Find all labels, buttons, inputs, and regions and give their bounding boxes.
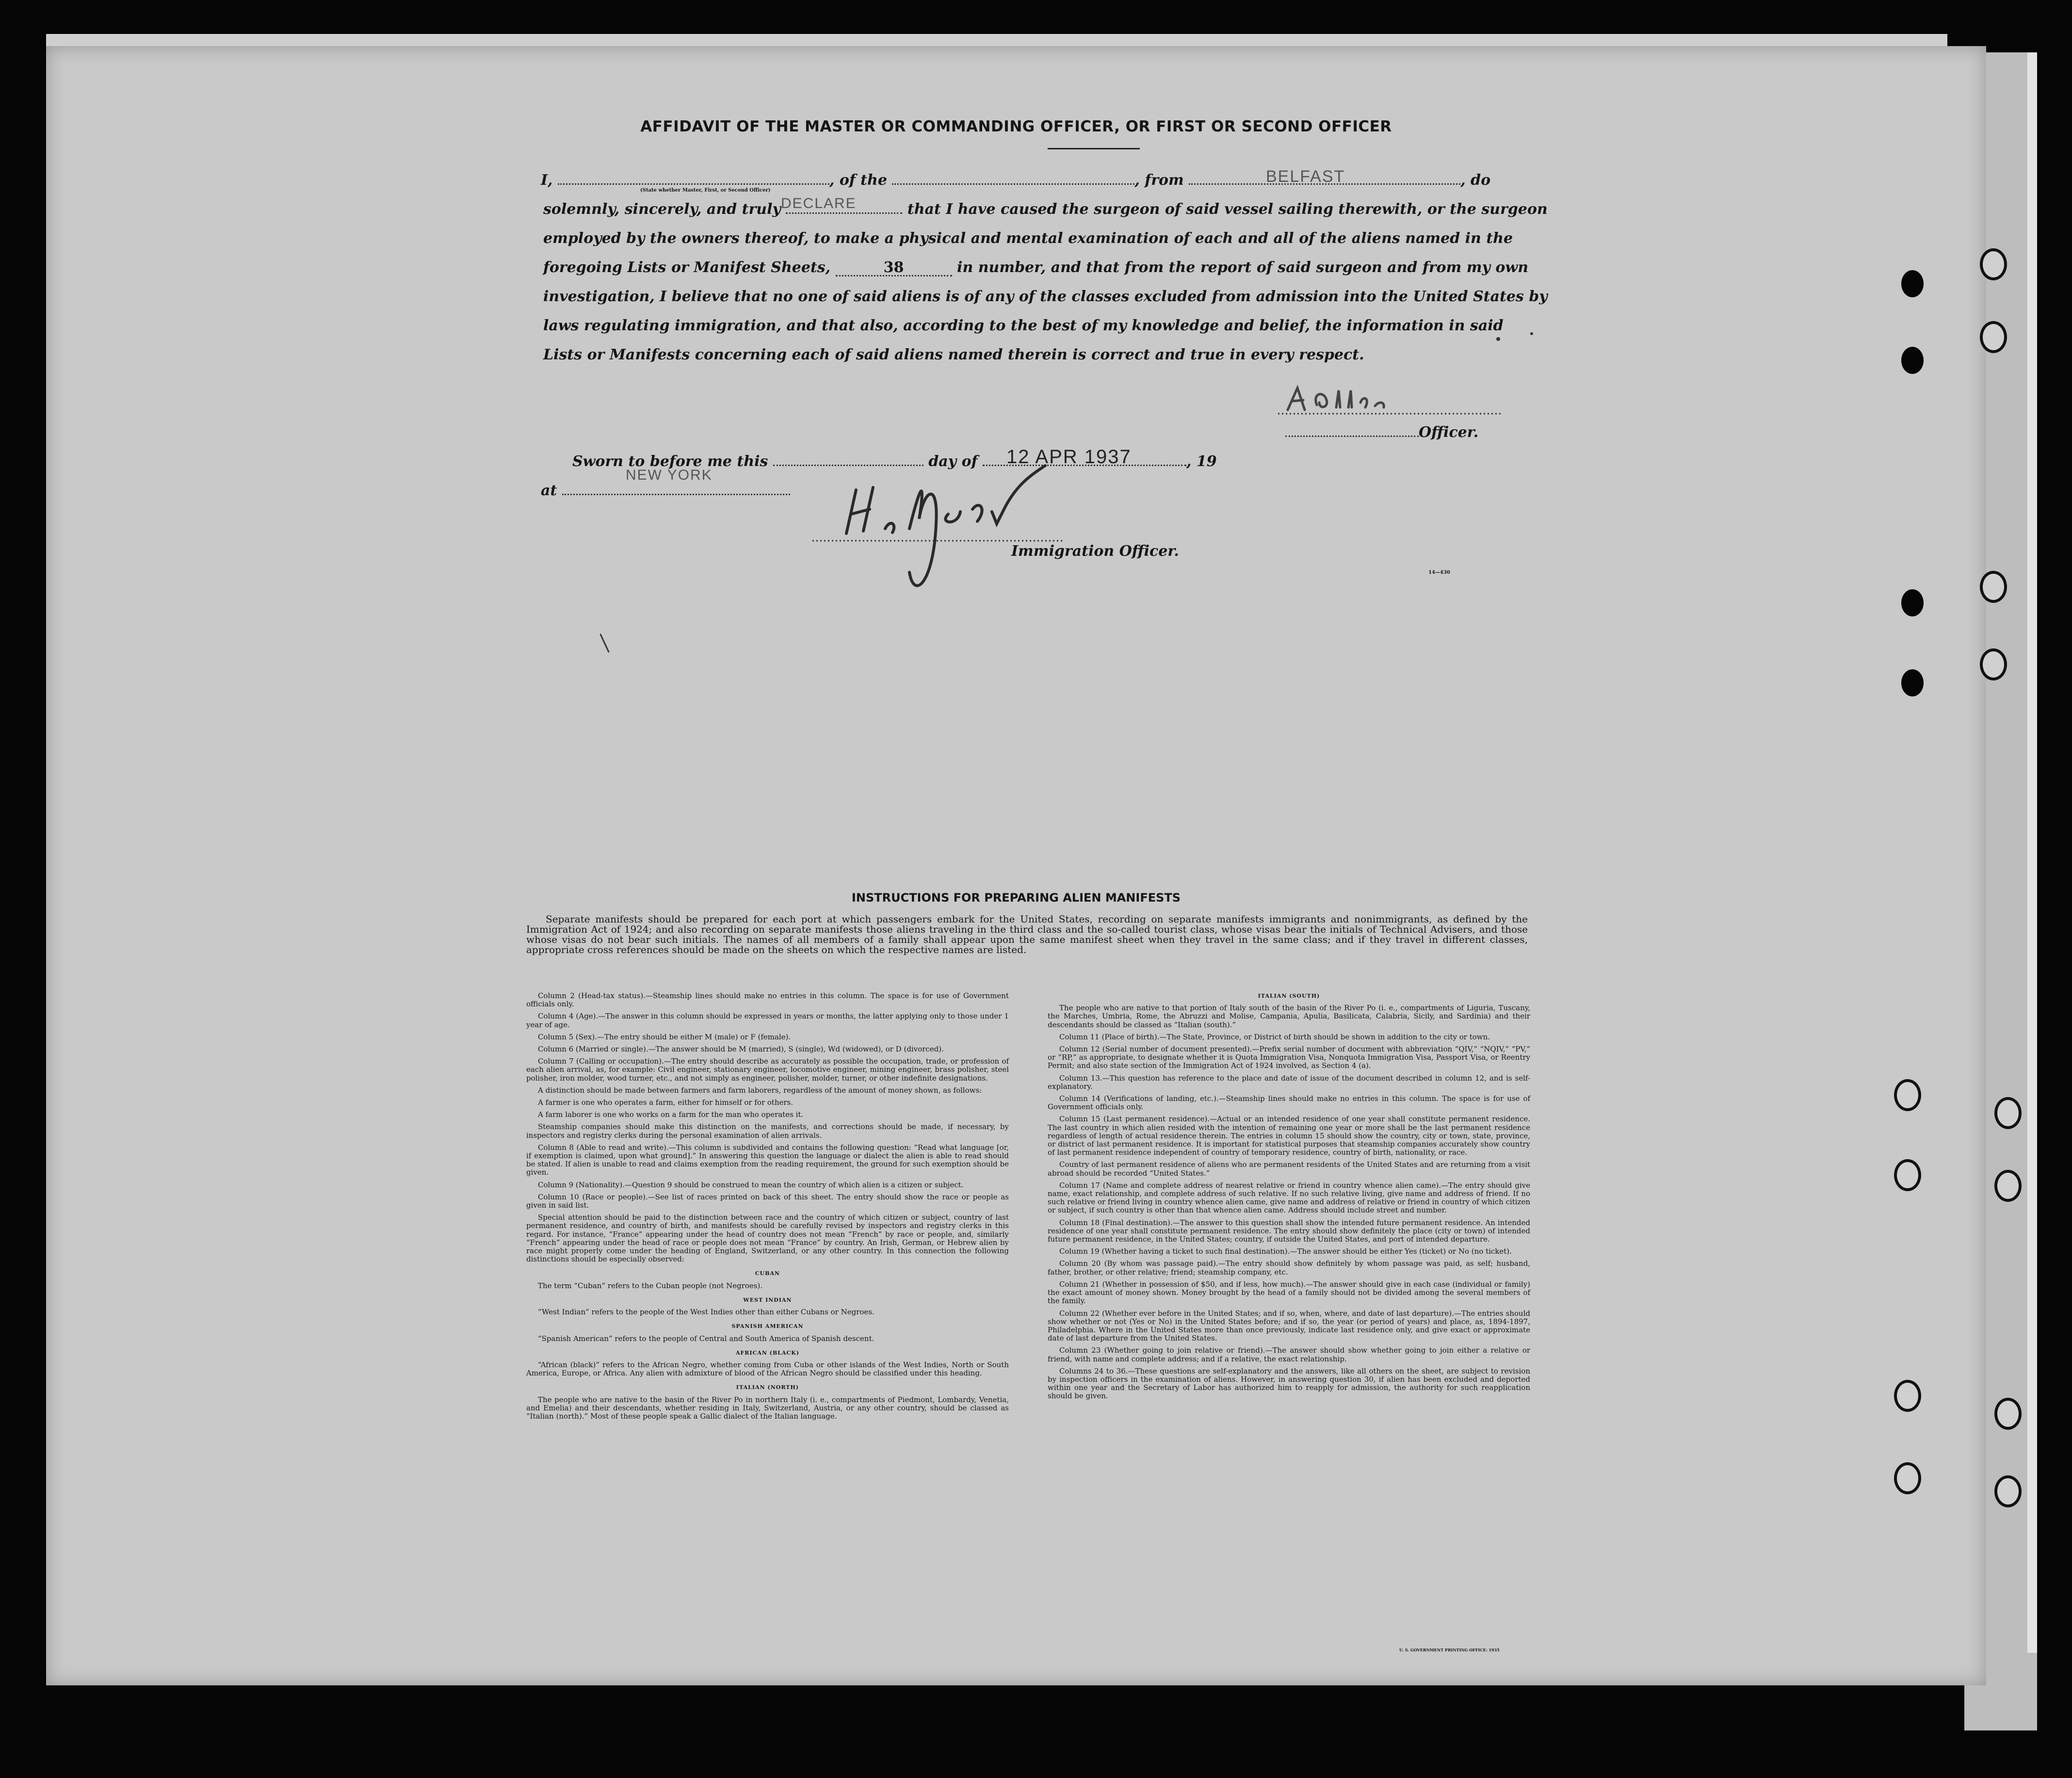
binder-hole xyxy=(1994,1170,2022,1202)
column-8-note: Column 8 (Able to read and write).—This column is subdivided and contains the following question: “Read what language [or, if exemption is claimed, upon what ground].” In answering this question the language or dialect the alien is able to read should be stated. If alien is unable to read and claims exemption from the reading requirement, the ground for such exemption should be given. xyxy=(526,1143,1009,1177)
instructions-right-column xyxy=(1048,992,1530,1405)
affidavit-line-3: employed by the owners thereof, to make a physical and mental examination of each and all of the aliens named in the xyxy=(543,230,1513,247)
affidavit-title: AFFIDAVIT OF THE MASTER OR COMMANDING OFFICER, OR FIRST OR SECOND OFFICER xyxy=(640,118,1392,135)
officer-line: Officer. xyxy=(1285,425,1478,440)
heading-italian-north: ITALIAN (NORTH) xyxy=(736,1384,799,1391)
back-sheet-right-edge xyxy=(2027,52,2037,1653)
binder-hole xyxy=(1894,1079,1921,1111)
binder-hole xyxy=(1901,270,1924,297)
officer-rank-blank xyxy=(558,183,829,185)
form-number: 14—430 xyxy=(1428,570,1450,575)
column-19-note: Column 19 (Whether having a ticket to such final destination).—The answer should be either Yes (ticket) or No (no ticket). xyxy=(1059,1247,1512,1256)
affidavit-line-7: Lists or Manifests concerning each of said aliens named therein is correct and true in every respect. xyxy=(543,346,1364,363)
african-note: “African (black)” refers to the African Negro, whether coming from Cuba or other islands of the West Indies, North or South America, Europe, or Africa. Any alien with admixture of blood of the African Negro should be classified under this heading. xyxy=(526,1360,1009,1378)
sworn-line: Sworn to before me this day of , 19 xyxy=(572,453,1217,470)
binder-hole xyxy=(1894,1159,1921,1191)
affidavit-line-6: laws regulating immigration, and that also, according to the best of my knowledge and belief, the information in said xyxy=(543,317,1504,334)
instructions-left-column xyxy=(526,992,1009,1424)
binder-hole xyxy=(1894,1380,1921,1412)
farm-laborer-definition: A farm laborer is one who works on a farm for the man who operates it. xyxy=(538,1110,804,1119)
heading-spanish-american: SPANISH AMERICAN xyxy=(731,1323,804,1330)
sheets-count: 38 xyxy=(836,260,952,276)
vessel-name-blank xyxy=(892,183,1134,185)
binder-hole xyxy=(1980,571,2007,603)
column-13-note: Column 13.—This question has reference to the place and date of issue of the document described in column 12, and is self-explanatory. xyxy=(1048,1073,1530,1091)
binder-hole xyxy=(1994,1398,2022,1430)
affidavit-line-5: investigation, I believe that no one of said aliens is of any of the classes excluded from admission into the United States by xyxy=(543,288,1548,305)
heading-cuban: CUBAN xyxy=(755,1270,780,1277)
binder-hole xyxy=(1901,669,1924,696)
column-20-note: Column 20 (By whom was passage paid).—The entry should show definitely by whom passage was paid, as self; husband, father, brother, or other relative; friend; steamship company, etc. xyxy=(1048,1259,1530,1277)
cuban-note: The term “Cuban” refers to the Cuban people (not Negroes). xyxy=(538,1281,763,1290)
column-17-note: Column 17 (Name and complete address of nearest relative or friend in country whence alien came).—The entry should give name, exact relationship, and complete address of such relative. If no such relative living, give name and address of friend. If no such relative or friend living in country whence alien came, give name and address of relative or friend in country of which citizen or subject, if such country is other than that whence alien came. Address should include street and number. xyxy=(1048,1180,1530,1215)
column-14-note: Column 14 (Verifications of landing, etc.).—Steamship lines should make no entries in this column. The space is for use of Government officials only. xyxy=(1048,1094,1530,1112)
binder-hole xyxy=(1980,248,2007,280)
binder-hole xyxy=(1901,589,1924,616)
west-indian-note: “West Indian” refers to the people of the West Indies other than either Cubans or Negroes. xyxy=(538,1308,874,1317)
printer-imprint: U. S. GOVERNMENT PRINTING OFFICE: 1935 xyxy=(1399,1648,1500,1652)
place-stamp: NEW YORK xyxy=(626,467,712,483)
speck xyxy=(1496,337,1500,341)
column-5-note: Column 5 (Sex).—The entry should be either M (male) or F (female). xyxy=(538,1032,791,1041)
immigration-officer-signature xyxy=(812,461,1162,611)
speck xyxy=(599,633,609,652)
steamship-note: Steamship companies should make this distinction on the manifests, and corrections should be made, if necessary, by inspectors and registry clerks during the personal examination of alien arrivals. xyxy=(526,1122,1009,1140)
affidavit-line-2: solemnly, sincerely, and truly that I have caused the surgeon of said vessel sailing therewith, or the surgeon xyxy=(543,201,1548,218)
affidavit-line-4: foregoing Lists or Manifest Sheets, 38 in number, and that from the report of said surgeon and from my own xyxy=(543,259,1529,276)
binder-hole xyxy=(1901,347,1924,374)
heading-west-indian: WEST INDIAN xyxy=(743,1296,792,1303)
column-6-note: Column 6 (Married or single).—The answer should be M (married), S (single), Wd (widowed), or D (divorced). xyxy=(538,1045,944,1054)
heading-african: AFRICAN (BLACK) xyxy=(735,1349,800,1356)
affidavit-line-1: I, , of the , from , do xyxy=(541,172,1491,189)
heading-italian-south: ITALIAN (SOUTH) xyxy=(1258,993,1320,999)
date-stamp: 12 APR 1937 xyxy=(1006,446,1132,468)
binder-hole xyxy=(1980,321,2007,353)
column-23-note: Column 23 (Whether going to join relative or friend).—The answer should show whether going to join either a relative or friend, with name and complete address; and if a relative, the exact relationship. xyxy=(1048,1346,1530,1363)
from-port-stamp: BELFAST xyxy=(1266,167,1345,186)
column-18-note: Column 18 (Final destination).—The answer to this question shall show the intended future permanent residence. An intended residence of one year shall constitute permanent residence. The entry should show definitely the place (city or town) of intended future permanent residence, in the United States; country, if outside the United States, and port of intended departure. xyxy=(1048,1218,1530,1244)
instructions-title: INSTRUCTIONS FOR PREPARING ALIEN MANIFESTS xyxy=(851,891,1181,905)
column-2-note: Column 2 (Head-tax status).—Steamship lines should make no entries in this column. The space is for use of Government officials only. xyxy=(526,991,1009,1009)
farmer-distinction: A distinction should be made between farmers and farm laborers, regardless of the amount of money shown, as follows: xyxy=(538,1085,982,1095)
officer-caption: (State whether Master, First, or Second Officer) xyxy=(640,188,771,193)
binder-hole xyxy=(1994,1475,2022,1507)
binder-hole xyxy=(1894,1462,1921,1494)
column-7-note: Column 7 (Calling or occupation).—The entry should describe as accurately as possible the occupation, trade, or profession of each alien arrival, as, for example: Civil engineer, stationary engineer, locomotive engineer, mining engineer, brass polisher, steel polisher, iron molder, wood turner, etc., and not simply as engineer, polisher, molder, turner, or other indefinite designations. xyxy=(526,1057,1009,1083)
column-21-note: Column 21 (Whether in possession of $50, and if less, how much).—The answer should give in each case (individual or family) the exact amount of money shown. Money brought by the head of a family should not be divided among the several members of the family. xyxy=(1048,1279,1530,1306)
column-9-note: Column 9 (Nationality).—Question 9 should be construed to mean the country of which alien is a citizen or subject. xyxy=(538,1180,964,1189)
column-4-note: Column 4 (Age).—The answer in this column should be expressed in years or months, the latter applying only to those under 1 year of age. xyxy=(526,1012,1009,1029)
special-attention-note: Special attention should be paid to the distinction between race and the country of which citizen or subject, country of last permanent residence, and country of birth, and manifests should be carefully revised by inspectors and registry clerks in this regard. For instance, “France” appearing under the head of country does not mean “French” by race or people, and, similarly “French” appearing under the head of race or people does not mean “France” by country. An Irish, German, or Hebrew alien by race might properly come under the heading of England, Switzerland, or any other country. In this connection the following distinctions should be especially observed: xyxy=(526,1213,1009,1264)
title-rule xyxy=(1048,148,1140,149)
instructions-intro: Separate manifests should be prepared for each port at which passengers embark for the United States, recording on separate manifests immigrants and nonimmigrants, as defined by the Immigration Act of 1924; and also recording on separate manifests those aliens traveling in the third class and the so-called tourist class, whose visas bear the initials of Technical Advisers, and those whose visas do not bear such initials. The names of all members of a family shall appear upon the same manifest sheet when they travel in the same class; and if they travel in different classes, appropriate cross references should be made on the sheets on which the respective names are listed. xyxy=(526,913,1528,955)
column-11-note: Column 11 (Place of birth).—The State, Province, or District of birth should be shown in addition to the city or town. xyxy=(1059,1032,1490,1041)
column-12-note: Column 12 (Serial number of document presented).—Prefix serial number of document with abbreviation “QIV,” “NQIV,” “PV,” or “RP,” as appropriate, to designate whether it is Quota Immigration Visa, Nonquota Immigration Visa, Passport Visa, or Reentry Permit; and also state section of the Immigration Act of 1924 involved, as Section 4 (a). xyxy=(1048,1045,1530,1070)
column-10-note: Column 10 (Race or people).—See list of races printed on back of this sheet. The entry should show the race or people as given in said list. xyxy=(526,1192,1009,1210)
italian-north-note: The people who are native to the basin of the River Po in northern Italy (i. e., compartments of Piedmont, Lombardy, Venetia, and Emelia) and their descendants, whether residing in Italy, Switzerland, Austria, or any other country, should be classed as “Italian (north).” Most of these people speak a Gallic dialect of the Italian language. xyxy=(526,1395,1009,1421)
manifest-page xyxy=(46,46,1986,1685)
speck xyxy=(1530,332,1533,335)
farmer-definition: A farmer is one who operates a farm, either for himself or for others. xyxy=(538,1098,793,1107)
column-15-note: Column 15 (Last permanent residence).—Actual or an intended residence of one year shall constitute permanent residence. The last country in which alien resided with the intention of remaining one year or more shall be the last permanent residence regardless of length of actual residence therein. The entries in column 15 should show the country, city or town, state, province, or district of last permanent residence. It is important for statistical purposes that steamship companies accurately show country of last permanent residence independent of country of temporary residence, country of birth, nationality, or race. xyxy=(1048,1115,1530,1157)
binder-hole xyxy=(1980,648,2007,680)
columns-24-36-note: Columns 24 to 36.—These questions are self-explanatory and the answers, like all others on the sheet, are subject to revision by inspection officers in the examination of aliens. However, in answering question 30, if alien has been excluded and deported within one year and the Secretary of Labor has authorized him to reapply for admission, the authority for such reapplication should be given. xyxy=(1048,1366,1530,1401)
column-22-note: Column 22 (Whether ever before in the United States; and if so, when, where, and date of last departure).—The entries should show whether or not (Yes or No) in the United States before; and if so, the year (or period of years) and place, as, 1894-1897, Philadelphia. Where in the United States more than once previously, indicate last residence only, and give exact or approximate date of last departure from the United States. xyxy=(1048,1309,1530,1343)
immigration-officer-label: Immigration Officer. xyxy=(1011,543,1179,560)
declare-stamp: DECLARE xyxy=(781,195,857,211)
spanish-american-note: “Spanish American” refers to the people of Central and South America of Spanish descent. xyxy=(538,1334,874,1343)
officer-signature xyxy=(1278,381,1501,420)
italian-south-note: The people who are native to that portion of Italy south of the basin of the River Po (i. e., compartments of Liguria, Tuscany, the Marches, Umbria, Rome, the Abruzzi and Molise, Campania, Apulia, Basilicata, Calabria, Sicily, and Sardinia) and their descendants should be classed as “Italian (south).” xyxy=(1048,1003,1530,1029)
binder-hole xyxy=(1994,1097,2022,1129)
country-residence-note: Country of last permanent residence of aliens who are permanent residents of the United States and are returning from a visit abroad should be recorded “United States.” xyxy=(1048,1160,1530,1178)
at-line: at xyxy=(541,484,790,498)
